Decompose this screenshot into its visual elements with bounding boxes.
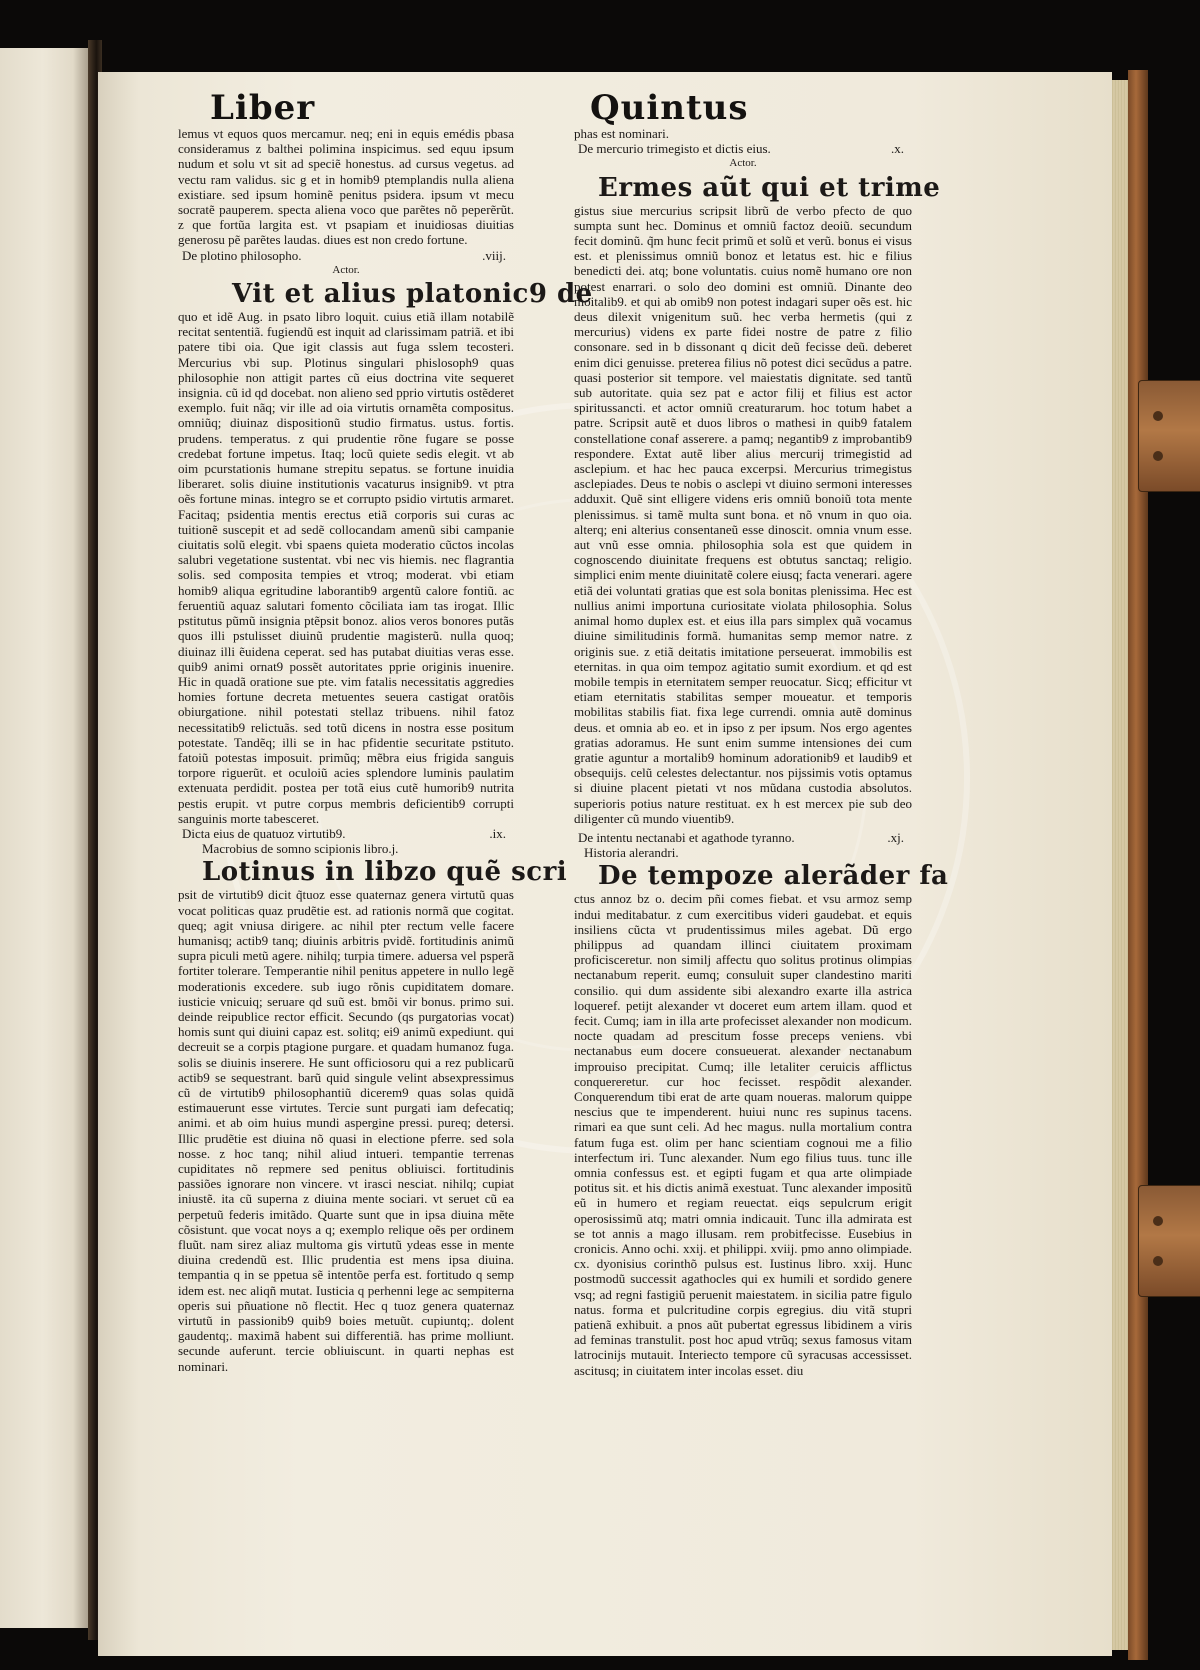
display-initial-line: Ermes aũt qui et trime (598, 172, 941, 203)
chapter-number: .x. (891, 141, 904, 157)
chapter-heading (574, 830, 912, 845)
source-reference: Macrobius de somno scipionis libro.j. (202, 841, 399, 857)
chapter-heading (574, 141, 912, 156)
chapter-number: .viij. (482, 247, 506, 263)
paragraph: gistus siue mercurius scripsit librũ de verbo pfecto de quo sumpta sunt hec. Dominus et omniũ factoz deoiũ. secundum fecit dominũ. q̃m hunc fecit primũ et solũ et verũ. bonus ei visus est. et plenissimus omniũ bonoz et letatus est. hic e filius benedicti dei. atq; bone voluntatis. cuius nomẽ humano ore non potest enarrari. o solo deo domini est omniũ. Dinante deo moitalib9. et qui ab omib9 non potest indagari super oẽs est. hic deus dilexit vnigenitum suũ. hec verba hermetis (qui z mercurius) videns ex parte fidei nostre de patre z filio consonare. sed in b dissonant q dicit deũ fecisse deũ. deberet enim dici genuisse. preterea filius nõ potest dici secũdus a patre. quasi posterior sit tempore. vel maiestatis dignitate. sed tantũ sub autoritate. quia sez pat e actor filij et filius est actor spiritussancti. et actor omniũ creaturarum. hoc totum habet a patre. Scripsit autẽ et duos libros o mathesi in quib9 fatalem constellatione conaf asserere. a pamq; negantib9 z improbantib9 respondere. Extat autẽ liber alius mercurij trimegistid ad asclepium. et hac hec pauca excerpsi. Mercurius trimegistus asclepiades. Deus te nobis o asclepi vt diuino sermoni interesses adduxit. Quẽ sint elligere videns eris omniũ bonoiũ tota mente plenissimus. si tamẽ multa sunt bona. et nõ vnum in quo oia. alterq; eni alterius consentaneũ esse dinoscit. omnia vnum esse. aut vnũ esse omnia. philosophia sola est que quidem in cognoscendo diuinitate frequens est obtutus sanctaq; religio. simplici enim mente diuinitatẽ colere eiusq; facta venerari. agere etiã dei voluntati gratias que est sola bonitas plenissima. Hec est nullius animi importuna curiositate violata philosophia. Solus animal homo duplex est. et eius illa pars simplex quã vocamus diuine similitudinis formã. humanitas semp memor natre. z originis sue. z etiã deitatis imitatione perseuerat. immobilis est eternitas. in qua oim tempoz agitatio sumit exordium. et qd est mobile tempis in eternitatem semper reuocatur. Sicq; efficitur vt etiam eternitatis stabilitas semper moueatur. et temporis mobilitas stabilis fiat. fixa lege currendi. omnia autẽ dominus deus. et omnia ab eo. et in ipso z per ipsum. Nos ergo agentes gratias adoramus. He sunt enim summe intensiones dei cum gratie aguntur a mortalib9 hominum adorationib9 et laudib9 et obsequijs. celũ celestes delectantur. nos pijssimis votis optamus si diuine placent pietati vt nos mũdana custodia absolutos. superioris potius nature restituat. ex h est mercex pie sub deo diligenter cũ mundo viuentib9. (574, 202, 912, 826)
left-text-column (178, 126, 593, 1374)
chapter-heading-title: De plotino philosopho. (182, 247, 302, 263)
running-head-left: Liber (210, 88, 316, 128)
chapter-heading-title: De intentu nectanabi et agathode tyranno. (578, 829, 795, 845)
paragraph: lemus vt equos quos mercamur. neq; eni in equis emédis pbasa consideramus z balthei polimina inspicimus. sed equu ipsum nudum et solu vt sit ad speciẽ honestus. ad cursus vegetus. ad vectu ram validus. sic g et in homib9 ptemplandis nulla aliena existiare. sed ipsum hominẽ penitus psidera. ipsum vt mecu socratẽ pauperem. specta aliena voco que parẽtes nõ peperẽrũt. z que fortũa largita est. vt psapiam et inuidiosas diuitias generosu pẽ parẽtes laudas. diues est non credo fortune. (178, 126, 514, 248)
clasp-rivet (1153, 1256, 1163, 1266)
chapter-heading-title: De mercurio trimegisto et dictis eius. (578, 141, 771, 157)
clasp-rivet (1153, 411, 1163, 421)
source-reference: Historia alerandri. (584, 845, 679, 861)
paragraph: psit de virtutib9 dicit q̃tuoz esse quaternaz genera virtutũ quas vocat politicas quaz prudẽtie est. ad rationis normã que cogitat. queq; agit vniusa dirigere. ac nihil pter rectum velle facere humanisq; actib9 tanq; diuinis arbitris pvidẽ. fortitudinis animũ supra piculi metũ agere. nihilq; turpia timere. aduersa vel psperã fortiter tolerare. Temperantie nihil penitus appetere in nullo legẽ moderationis excedere. sub iugo rõnis cupiditatem domare. iusticie vnicuiq; seruare qd suũ est. bmõi vir bonus. primo sui. deinde reipublice rector efficit. Secundo (qs purgatorias vocat) homis sunt qui diuini capaz est. solitq; ei9 animũ expediunt. qui decreuit se a corpis ptagione purgare. et quadam humanoz fuga. solis se diuinis inserere. He sunt officiosoru qui a rez publicarũ actib9 se sequestrant. barũ quid singule velint absexpressimus cũ de virtutib9 philosophantiũ dicerem9 quas solas quidã estimauerunt esse virtutes. Tercie sunt purgati iam defecatiq; animi. et ab oim huius mundi aspergine pressi. pureq; detersi. Illic prudẽtie est diuina nõ quasi in electione pferre. sed sola nosse. z hoc tanq; nihil aliud intueri. tempantie terrenas cupiditates nõ repmere sed penitus obliuisci. fortitudinis passiões ignorare non vincere. vt irasci nesciat. nihilq; cupiat iniustẽ. ita cũ superna z diuina mente sociari. vt seruet cũ ea perpetuũ federis imitãdo. Quarte sunt que in ipsa diuina mẽte cõsistunt. que vocat noys a q; exemplo relique oẽs per ordinem fluũt. nam sirez aliaz multoma gis virtutũ ydeas esse in mente diuina credendũ est. Illic prudentia est mens ipsa diuina. tempantia q in se ppetua sẽ intentõe perfa est. fortitudo q semp idem est. nec aliqñ mutat. Iusticia q perhenni lege ac sempiterna operis sui pñuatione nõ flectit. Hec q tuoz genera quaternaz virtutũ in passionib9 quib9 boies metuũt. cupiuntq;. dolent gaudentq;. maximã habent sui differentiã. has prime molliunt. secunde auferunt. tercie obliuiscunt. in quarti nephas est nominari. (178, 887, 514, 1374)
clasp-rivet (1153, 451, 1163, 461)
display-initial-line: De tempoze alerãder fa (598, 861, 949, 892)
actor-label: Actor. (332, 263, 360, 276)
chapter-number: .ix. (489, 825, 506, 841)
leather-clasp-upper (1138, 380, 1200, 492)
paragraph: ctus annoz bz o. decim pñi comes fiebat. et vsu armoz semp indui meditabatur. z cum exercitibus videri gaudebat. et equis insiliens cũcta vt prudentissimus miles agebat. Dũ ergo philippus ad quandam illinci ciuitatem proximam proficisceretur. non similj affectu quo solitus protinus olimpias nectanabum reperit. eumq; consuluit super clandestino mariti consilio. qui dum assidente sibi alexandro exarte illa astrica loqueref. petijt alexander vt doceret eum artem illam. quod et fecit. Cumq; iam in illa arte profecisset alexander non modicum. nocte quadam ad prescitum fosse preceps veniens. vbi nectanabus eum docere consueuerat. alexander nectanabum improuiso precipitat. Cumq; ille letaliter ceruicis afflictus conquereretur. cur hoc fecisset. respõdit alexander. Conquerendum tibi erat de arte quam noueras. malorum quippe nescius que te impenderent. huiui nunc res supinus tacens. rimari ea que sunt celi. Ad hec magus. nulla mortalium contra fatum fuga est. olim per hanc scientiam cognoui me a filio interfectum iri. Tunc alexander. Num ego filius tuus. tunc ille omnia confessus est. et egipti fugam et qua arte olimpiade potitus sit. et his dictis animã exestuat. Tunc alexander impositũ eũ in humero et regiam reuectat. eiqs sepulcrum erigit operosissimũ atq; matri omnia indicauit. Tunc illa admirata est se tot annis a mago illusam. rem probitfecisse. Eusebius in cronicis. Anno ochi. xxij. et philippi. xviij. pmo anno olimpiade. cx. dyonisius corinthõ pulsus est. Iustinus libro. xxij. Hunc postmodũ successit agathocles qui ex humili et sordido genere vsq; ad regni fastigiũ peruenit maiestatem. in sicilia patre figulo natus. forma et pulcritudine corpis egregius. diu vitã stupri patienã exhibuit. a pnos aũt pubertat egressus libidinem a viris ad feminas transtulit. post hoc apud vtrũq; sexus famosus vitam latrocinijs mutauit. Interiecto tempore cũ syracusas accessisset. ascitusq; in ciuitatem inter incolas esset. diu (574, 891, 912, 1378)
paragraph: phas est nominari. (574, 126, 669, 141)
actor-label: Actor. (729, 157, 757, 170)
clasp-rivet (1153, 1216, 1163, 1226)
chapter-heading (178, 826, 514, 841)
leather-cover-edge (1128, 70, 1148, 1660)
left-facing-page (0, 48, 95, 1628)
chapter-heading-title: Dicta eius de quatuoz virtutib9. (182, 825, 346, 841)
display-initial-line: Vit et alius platonic9 de (232, 279, 593, 310)
leather-clasp-lower (1138, 1185, 1200, 1297)
display-initial-line: Lotinus in libzo quẽ scri (202, 857, 568, 888)
chapter-number: .xj. (887, 829, 904, 845)
paragraph: quo et idẽ Aug. in psato libro loquit. cuius etiã illam notabilẽ recitat sententiã. fugiendũ est inquit ad clarissimam patriã. et ibi patere tibi oia. Que igit classis aut fuga sslem tecosteri. Mercurius vbi sup. Plotinus singulari phislosoph9 quas philosophie non attigit partes cũ eius doctrina vite sequeret insignia. cũ id qd docebat. non alieno sed pprio virtutis ostẽderet exemplo. fuit nãq; vir ille ad oia virtutis ornamẽta compositus. omniũq; diuinaz dispositionũ studio firmatus. ustus. fortis. prudens. temperatus. z qui prudentie rõne fugare se posse credebat fortune impetus. Itaq; locũ quiete sedis elegit. vt ab oim pcurstationis humane strepitu sepatus. se fortune inuidia liberaret. solis diuine institutionis vacaturus insignib9. vt ptra oẽs fortune minas. integro se et corrupto psidio virtutis armaret. Facitaq; psidentia mentis erectus etiã corporis sui curas ac tuitionẽ suscepit et ad sedẽ collocandam amenũ sibi campanie ciuitatis solũ elegit. vbi spaens quieta moderatio cũctos incolas salubri vegetatione sustentat. vbi nec vis hiemis. nec flagrantia solis. sed composita tempies et vtroq; moderat. vbi etiam homib9 aliqua egritudine laborantib9 argentũ calore fontiũ. ac feruentiũ aquaz salutari fomento cõciliata iam tas irogat. Illic pstitutus pũmũ insignia ptẽpsit bonoz. alios veros bonores putãs quos illi pstulisset diuinũ prudentie magisterũ. nulla quoq; diuinaz illi ẽuidena ceperat. sed has putabat diuitias veras esse. quib9 animi ornat9 possẽt autoritates pprie originis inuenire. Hic in quadã oratione sue pte. vim fatalis necessitatis aggredies homies fortune decreta metuentes seuera castigat oratõis obiurgatione. nihil potestati stellaz tribuens. nihil fatoz necessitatib9 relictuãs. sed totũ dicens in nostra esse positum potestate. Tandẽq; illi se in hac pfidentie securitate pstituto. fatoiũ potestas imposuit. primũq; mẽbra eius frigida sanguis torpore riguerũt. et oculoiũ acies splendore luminis paulatim extenuata perdidit. postea per totã eius cutẽ humorib9 nutrita pestis erupit. vt putre corpus membris deficientib9 corrupti sanguinis morte tabesceret. (178, 309, 514, 826)
chapter-heading (178, 248, 514, 263)
running-head-right: Quintus (590, 88, 749, 128)
right-text-column (574, 126, 949, 1378)
